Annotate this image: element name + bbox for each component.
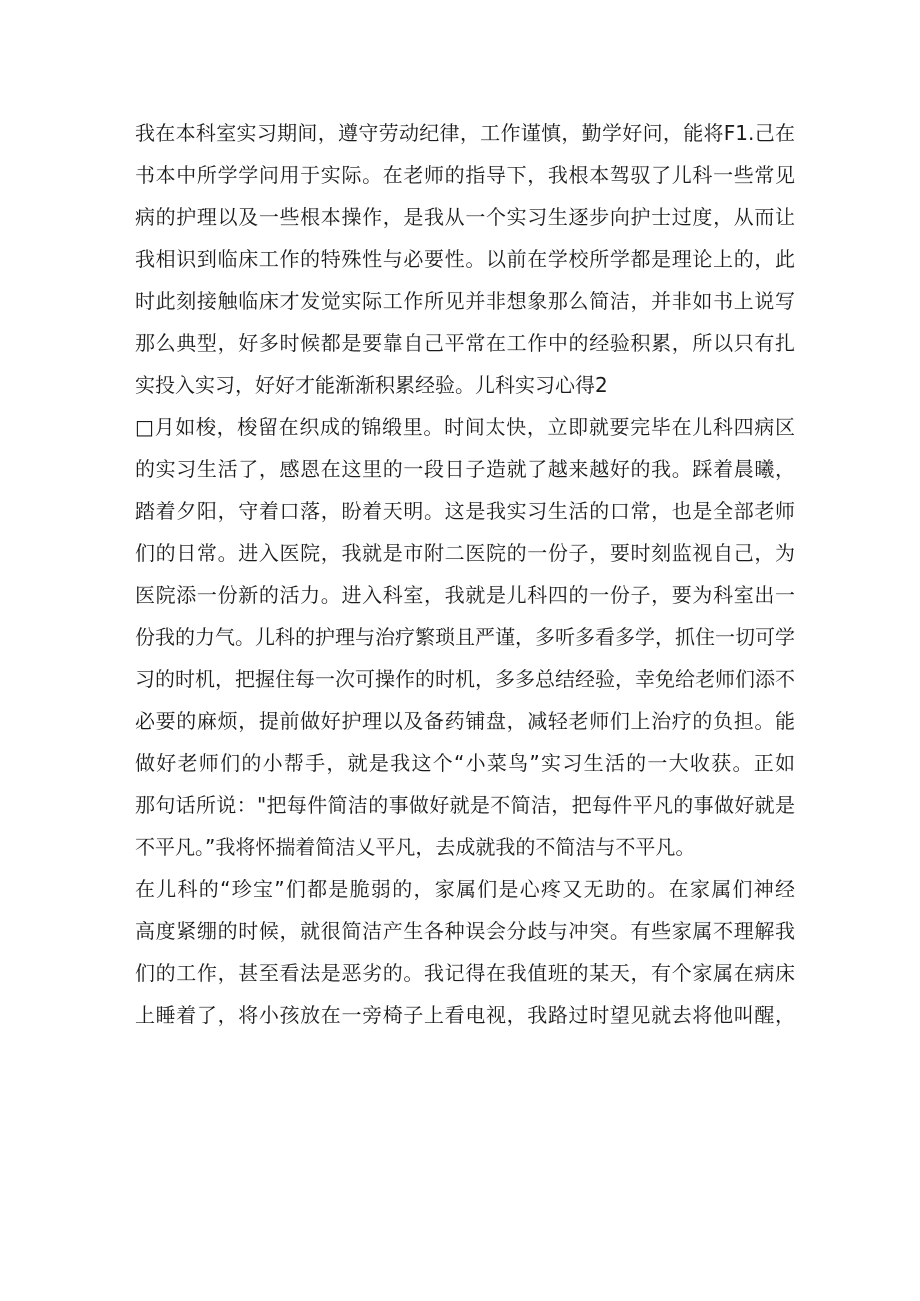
text-line: 不平凡。”我将怀揣着简洁乂平凡，去成就我的不简洁与不平凡。 [135,835,696,859]
text-line: 那么典型，好多时候都是要靠自己平常在工作中的经验积累，所以只有扎 [135,331,795,355]
text-line: 时此刻接触临床才发觉实际工作所见并非想象那么简洁，并非如书上说写 [135,289,795,313]
text-line: 病的护理以及一些根本操作，是我从一个实习生逐步向护士过度，从而让 [135,205,795,229]
text-line: 必要的麻烦，提前做好护理以及备药铺盘，减轻老师们上治疗的负担。能 [135,709,795,733]
text-line: 习的时机，把握住每一次可操作的时机，多多总结经验，幸免给老师们添不 [135,667,795,691]
text-line: 在儿科的“珍宝”们都是脆弱的，家属们是心疼又无助的。在家属们神经 [135,877,795,901]
text-line: 我在本科室实习期间，遵守劳动纪律，工作谨慎，勤学好问，能将F1.己在 [135,121,795,145]
text-line: 份我的力气。儿科的护理与治疗繁琐且严谨，多听多看多学，抓住一切可学 [135,625,795,649]
text-line: 医院添一份新的活力。进入科室，我就是儿科四的一份子，要为科室出一 [135,583,795,607]
text-line: □月如梭，梭留在织成的锦缎里。时间太快，立即就要完毕在儿科四病区 [135,415,795,439]
text-line: 我相识到临床工作的特殊性与必要性。以前在学校所学都是理论上的，此 [135,247,795,271]
text-line: 们的日常。进入医院，我就是市附二医院的一份子，要时刻监视自己，为 [135,541,795,565]
text-line: 实投入实习，好好才能渐渐积累经验。儿科实习心得2 [135,373,608,397]
text-line: 高度紧绷的时候，就很简洁产生各种误会分歧与冲突。有些家属不理解我 [135,919,795,943]
text-line: 那句话所说："把每件简洁的事做好就是不简洁，把每件平凡的事做好就是 [135,793,795,817]
text-line: 上睡着了，将小孩放在一旁椅子上看电视，我路过时望见就去将他叫醒， [135,1003,795,1027]
text-line: 做好老师们的小帮手，就是我这个“小菜鸟”实习生活的一大收获。正如 [135,751,795,775]
text-line: 的实习生活了，感恩在这里的一段日子造就了越来越好的我。踩着晨曦， [135,457,795,481]
text-line: 踏着夕阳，守着口落，盼着天明。这是我实习生活的口常，也是全部老师 [135,499,795,523]
text-line: 们的工作，甚至看法是恶劣的。我记得在我值班的某天，有个家属在病床 [135,961,795,985]
body-text [135,112,795,1036]
text-line: 书本中所学学问用于实际。在老师的指导下，我根本驾驭了儿科一些常见 [135,163,795,187]
